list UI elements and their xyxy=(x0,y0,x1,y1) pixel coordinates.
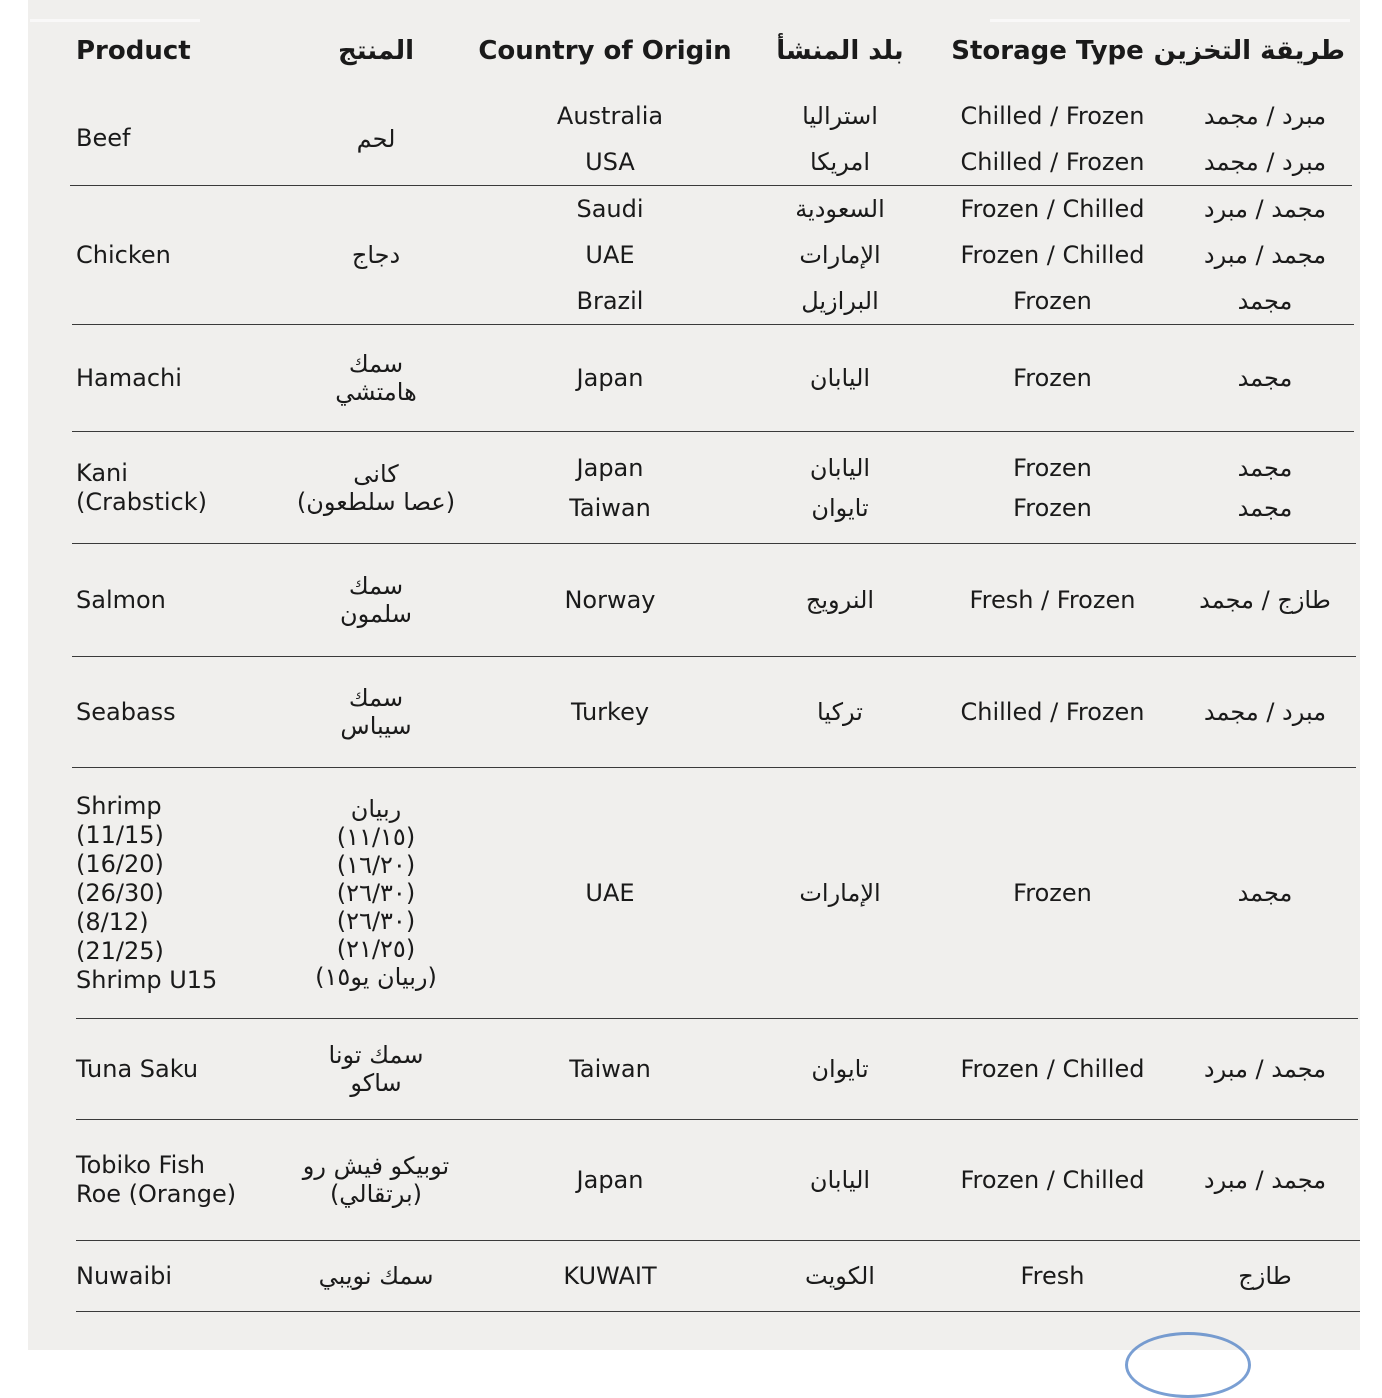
product-name-line: Tuna Saku xyxy=(76,1054,199,1083)
product-name-ar xyxy=(276,684,476,740)
storage-type-ar: مبرد / مجمد xyxy=(1203,698,1327,726)
product-name-ar xyxy=(276,1262,476,1290)
storage-type: Frozen xyxy=(1013,493,1092,522)
product-name-ar-line: لحم xyxy=(356,124,396,153)
product-name-line: (Crabstick) xyxy=(76,487,207,516)
product-name-ar-line: هامتشي xyxy=(335,378,417,406)
origin-country: Taiwan xyxy=(569,1055,651,1083)
product-name-line: (16/20) xyxy=(76,849,164,878)
product-name-ar-line: ساكو xyxy=(350,1069,402,1097)
storage-type: Chilled / Frozen xyxy=(960,147,1145,176)
storage-type: Chilled / Frozen xyxy=(960,698,1145,726)
header-storage-ar: طريقة التخزين xyxy=(1153,36,1345,66)
storage-type: Chilled / Frozen xyxy=(960,101,1145,130)
stamp-seal xyxy=(1125,1332,1251,1398)
origin-country-ar: الكويت xyxy=(805,1262,875,1290)
product-name xyxy=(76,241,306,270)
origin-country: Taiwan xyxy=(569,493,651,522)
product-name-line: (11/15) xyxy=(76,820,164,849)
product-name-ar-line: (١١/١٥) xyxy=(336,823,416,851)
product-name xyxy=(76,1151,306,1209)
product-name-ar-line: (١٦/٢٠) xyxy=(336,851,416,879)
origin-country-ar: البرازيل xyxy=(801,287,879,315)
table-row xyxy=(0,657,1382,767)
storage-type: Fresh xyxy=(1020,1262,1085,1290)
product-name-ar-line: سمك xyxy=(348,572,404,600)
origin-country: Norway xyxy=(564,586,656,614)
product-name xyxy=(76,1055,306,1084)
product-name-line: (26/30) xyxy=(76,878,164,907)
origin-country-ar: استراليا xyxy=(802,101,878,130)
origin-country: Japan xyxy=(576,1166,644,1194)
storage-type: Frozen / Chilled xyxy=(960,195,1145,223)
product-name-ar-line: سلمون xyxy=(340,600,412,628)
product-name xyxy=(76,364,306,393)
origin-country-ar: امريكا xyxy=(809,147,870,176)
storage-type-ar: طازج / مجمد xyxy=(1199,586,1331,614)
product-name-line: Chicken xyxy=(76,240,171,269)
product-name-ar-line: (عصا سلطعون) xyxy=(296,487,456,516)
product-name-ar-line: سمك xyxy=(348,684,404,712)
origin-country: Turkey xyxy=(570,698,650,726)
product-name-line: (8/12) xyxy=(76,907,149,936)
origin-country-ar: الإمارات xyxy=(799,879,881,907)
origin-country: Japan xyxy=(576,364,644,392)
product-name-ar xyxy=(276,1152,476,1208)
table-row xyxy=(0,768,1382,1018)
product-name xyxy=(76,586,306,615)
origin-country: KUWAIT xyxy=(563,1262,657,1290)
storage-type: Fresh / Frozen xyxy=(969,586,1136,614)
product-name-line: Nuwaibi xyxy=(76,1261,173,1290)
row-divider xyxy=(76,1311,1360,1312)
table-row xyxy=(0,1019,1382,1119)
storage-type: Frozen xyxy=(1013,287,1092,315)
storage-type-ar: مجمد / مبرد xyxy=(1203,1055,1327,1083)
table-row xyxy=(0,325,1382,431)
storage-type-ar: مجمد xyxy=(1237,364,1293,392)
storage-type-ar: مجمد xyxy=(1237,879,1293,907)
storage-type: Frozen / Chilled xyxy=(960,241,1145,269)
origin-country-ar: تركيا xyxy=(817,698,863,726)
origin-country: Saudi xyxy=(576,195,644,223)
header-origin: Country of Origin xyxy=(478,36,732,66)
origin-country: USA xyxy=(585,147,635,176)
storage-type: Frozen xyxy=(1013,453,1092,482)
storage-type-ar: مجمد / مبرد xyxy=(1203,195,1327,223)
watermark-strip-left xyxy=(30,0,200,22)
table-row xyxy=(0,1241,1382,1311)
storage-type-ar: مبرد / مجمد xyxy=(1203,101,1327,130)
origin-country: Japan xyxy=(576,453,644,482)
storage-type: Frozen xyxy=(1013,879,1092,907)
product-name-ar xyxy=(276,125,476,153)
origin-country-ar: الإمارات xyxy=(799,241,881,269)
product-name-line: Seabass xyxy=(76,697,176,726)
product-name-ar-line: سمك تونا xyxy=(328,1041,424,1069)
watermark-strip-right xyxy=(990,0,1350,22)
origin-country-ar: اليابان xyxy=(809,1166,871,1194)
product-name-ar-line: (٢١/٢٥) xyxy=(336,935,416,963)
product-name-ar-line: كانى xyxy=(353,459,399,488)
origin-country: Brazil xyxy=(576,287,644,315)
storage-type: Frozen xyxy=(1013,364,1092,392)
product-name-ar-line: سيباس xyxy=(340,712,412,740)
origin-country-ar: اليابان xyxy=(809,364,871,392)
origin-country-ar: اليابان xyxy=(809,453,871,482)
product-name-line: Hamachi xyxy=(76,363,182,392)
table-row xyxy=(0,544,1382,656)
product-name xyxy=(76,459,306,517)
origin-country: UAE xyxy=(585,879,635,907)
product-name-ar-line: (برتقالي) xyxy=(329,1180,423,1208)
storage-type-ar: مجمد / مبرد xyxy=(1203,1166,1327,1194)
product-name-ar xyxy=(276,241,476,269)
origin-country-ar: السعودية xyxy=(795,195,885,223)
storage-type-ar: مجمد xyxy=(1237,287,1293,315)
product-name xyxy=(76,1262,306,1291)
product-name xyxy=(76,792,306,995)
product-name-ar xyxy=(276,350,476,406)
product-name-ar xyxy=(276,460,476,516)
product-name-line: Shrimp xyxy=(76,791,162,820)
product-name-line: Tobiko Fish xyxy=(76,1151,205,1179)
product-name-line: (21/25) xyxy=(76,936,164,965)
header-product-ar: المنتج xyxy=(337,36,415,66)
product-name-line: Shrimp U15 xyxy=(76,965,218,994)
storage-type-ar: مجمد xyxy=(1237,453,1293,482)
storage-type-ar: طازج xyxy=(1238,1262,1292,1290)
header-origin-ar: بلد المنشأ xyxy=(776,36,904,66)
table-row xyxy=(0,186,1382,324)
table-row xyxy=(0,92,1382,185)
product-name-ar-line: ربيان xyxy=(350,795,402,823)
product-name-line: Kani xyxy=(76,458,128,487)
table-row xyxy=(0,432,1382,543)
table-row xyxy=(0,1120,1382,1240)
product-name-ar-line: سمك نويبي xyxy=(318,1262,434,1290)
storage-type-ar: مبرد / مجمد xyxy=(1203,147,1327,176)
storage-type-ar: مجمد xyxy=(1237,493,1293,522)
product-name-line: Roe (Orange) xyxy=(76,1180,237,1208)
product-name-ar-line: (٢٦/٣٠) xyxy=(336,879,416,907)
product-name-ar xyxy=(276,1041,476,1097)
product-name-ar-line: (ربيان يو١٥) xyxy=(315,963,437,991)
product-name-ar xyxy=(276,572,476,628)
product-name xyxy=(76,124,306,153)
origin-country: UAE xyxy=(585,241,635,269)
origin-country-ar: النرويج xyxy=(805,586,875,614)
product-name-line: Beef xyxy=(76,124,131,152)
header-storage: Storage Type xyxy=(951,36,1144,66)
product-name xyxy=(76,698,306,727)
product-name-ar xyxy=(276,795,476,991)
origin-country: Australia xyxy=(556,101,664,130)
product-name-line: Salmon xyxy=(76,585,166,614)
product-name-ar-line: سمك xyxy=(348,350,404,378)
product-name-ar-line: دجاج xyxy=(351,241,401,269)
origin-country-ar: تايوان xyxy=(811,1055,869,1083)
storage-type: Frozen / Chilled xyxy=(960,1055,1145,1083)
storage-type: Frozen / Chilled xyxy=(960,1166,1145,1194)
storage-type-ar: مجمد / مبرد xyxy=(1203,241,1327,269)
product-name-ar-line: توبيكو فيش رو xyxy=(302,1152,450,1180)
origin-country-ar: تايوان xyxy=(811,493,869,522)
product-name-ar-line: (٢٦/٣٠) xyxy=(336,907,416,935)
header-product: Product xyxy=(76,36,191,66)
